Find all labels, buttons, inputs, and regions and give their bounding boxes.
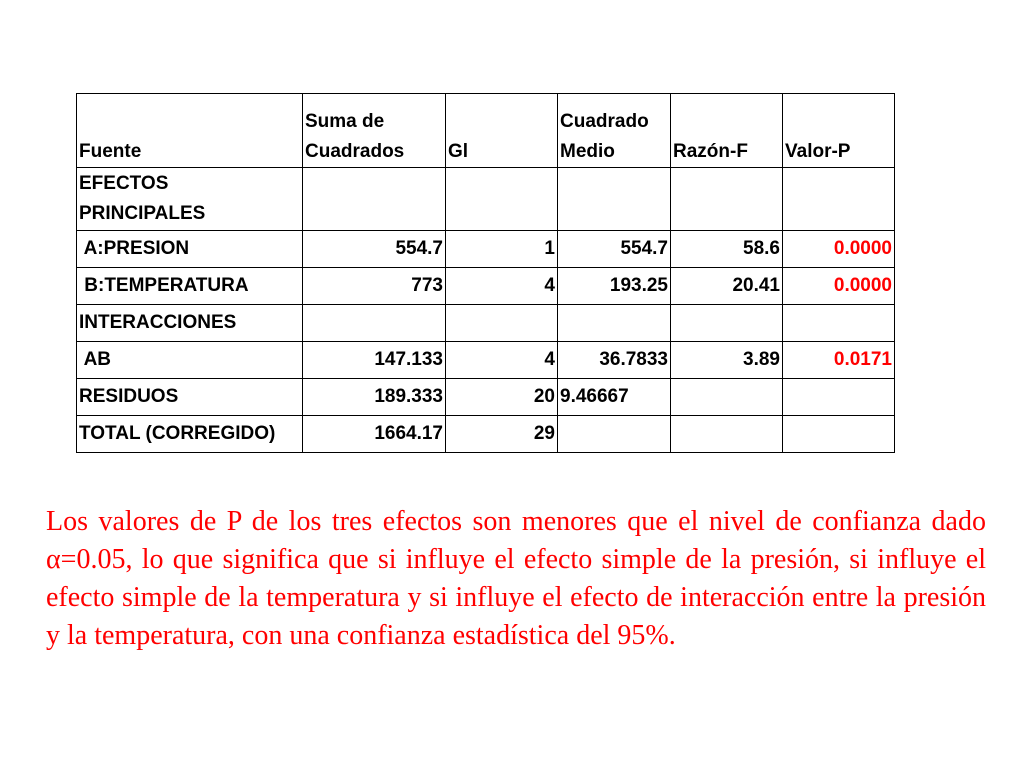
row-suma: 1664.17 (303, 416, 446, 453)
row-fuente: A:PRESION (77, 231, 303, 268)
empty-cell (671, 168, 783, 231)
row-fuente: RESIDUOS (77, 379, 303, 416)
conclusion-text: Los valores de P de los tres efectos son menores que el nivel de confianza dado α=0.05, lo que significa que si influye el efecto simple de la presión, si influye el efecto simple de la temperatura y si influye el efecto de interacción entre la presión y la temperatura, con una confianza estadística del 95%. (46, 506, 986, 651)
header-razon-f: Razón-F (671, 94, 783, 168)
row-suma: 554.7 (303, 231, 446, 268)
anova-table (76, 93, 895, 453)
row-razon: 58.6 (671, 231, 783, 268)
row-cuadrado: 193.25 (558, 268, 671, 305)
empty-cell (558, 416, 671, 453)
row-fuente: B:TEMPERATURA (77, 268, 303, 305)
table-row (77, 231, 895, 268)
row-razon: 3.89 (671, 342, 783, 379)
empty-cell (303, 168, 446, 231)
empty-cell (671, 416, 783, 453)
empty-cell (783, 379, 895, 416)
row-fuente: TOTAL (CORREGIDO) (77, 416, 303, 453)
empty-cell (558, 168, 671, 231)
row-gl: 20 (446, 379, 558, 416)
empty-cell (783, 305, 895, 342)
empty-cell (783, 416, 895, 453)
row-gl: 4 (446, 268, 558, 305)
empty-cell (558, 305, 671, 342)
row-cuadrado: 9.46667 (558, 379, 671, 416)
header-suma-cuadrados: Suma de Cuadrados (303, 94, 446, 168)
section-efectos-principales: EFECTOS PRINCIPALES (77, 168, 303, 231)
row-razon: 20.41 (671, 268, 783, 305)
header-cuadrado-medio: Cuadrado Medio (558, 94, 671, 168)
empty-cell (303, 305, 446, 342)
table-row (77, 305, 895, 342)
row-gl: 29 (446, 416, 558, 453)
table-header-row (77, 94, 895, 168)
row-suma: 773 (303, 268, 446, 305)
empty-cell (671, 305, 783, 342)
table-row (77, 379, 895, 416)
header-valor-p: Valor-P (783, 94, 895, 168)
table-row (77, 342, 895, 379)
row-gl: 1 (446, 231, 558, 268)
empty-cell (671, 379, 783, 416)
row-gl: 4 (446, 342, 558, 379)
section-interacciones: INTERACCIONES (77, 305, 303, 342)
header-gl: Gl (446, 94, 558, 168)
row-suma: 147.133 (303, 342, 446, 379)
empty-cell (446, 168, 558, 231)
row-valor-p: 0.0171 (783, 342, 895, 379)
table-row (77, 268, 895, 305)
row-fuente: AB (77, 342, 303, 379)
row-valor-p: 0.0000 (783, 268, 895, 305)
empty-cell (783, 168, 895, 231)
table-row (77, 416, 895, 453)
row-cuadrado: 36.7833 (558, 342, 671, 379)
row-cuadrado: 554.7 (558, 231, 671, 268)
row-valor-p: 0.0000 (783, 231, 895, 268)
empty-cell (446, 305, 558, 342)
row-suma: 189.333 (303, 379, 446, 416)
table-row (77, 168, 895, 231)
header-fuente: Fuente (77, 94, 303, 168)
